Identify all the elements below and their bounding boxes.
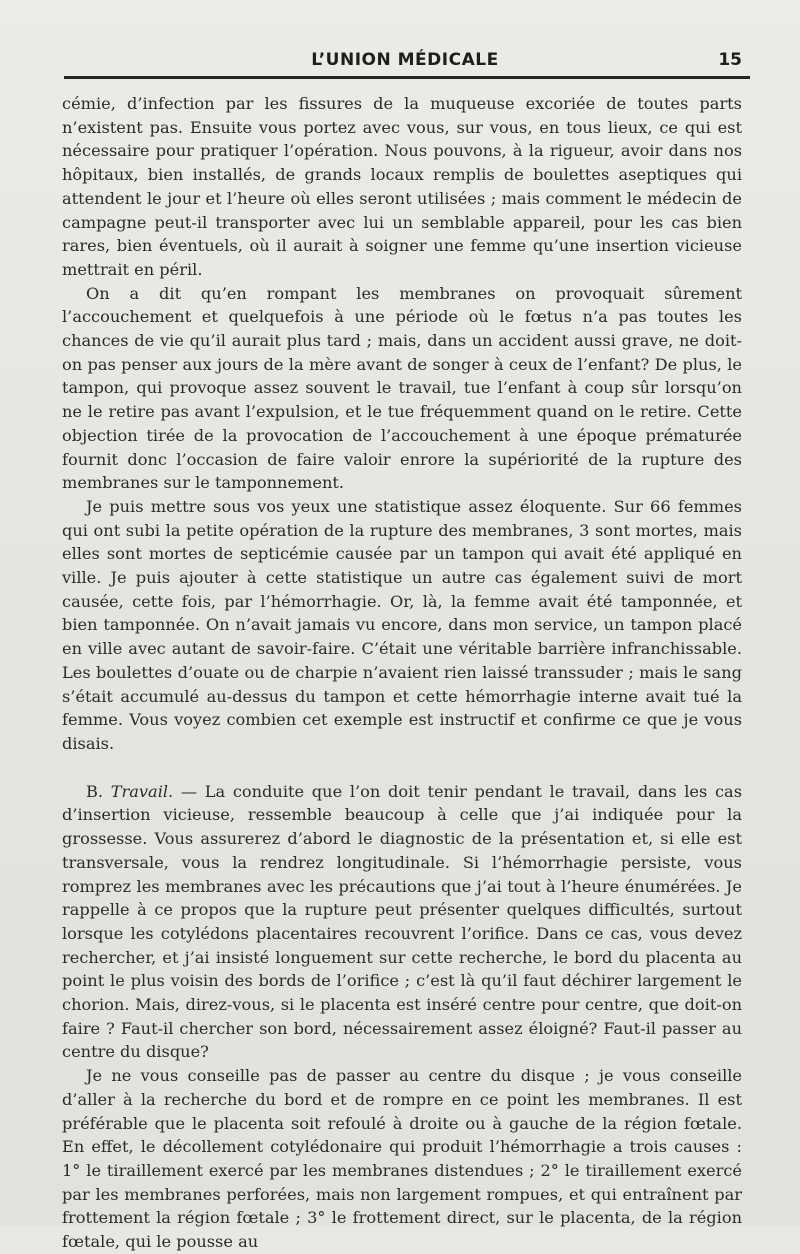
section-b-dash: — <box>173 781 205 801</box>
page-number: 15 <box>718 50 742 70</box>
paragraph-last: Je ne vous conseille pas de passer au centre du disque ; je vous conseille d’aller à la recherche du bord et de rompre en ce point les membranes. Il est préférable que le placenta soit refoulé à droite ou à gauche de la région fœtale. En effet, le décollement cotylédonaire qui produit l’hémorrhagie a trois causes : 1° le tiraillement exercé par les membranes distendues ; 2° le tiraillement exercé par les membranes perforées, mais non largement rompues, et qui entraînent par frottement la région fœtale ; 3° le frottement direct, sur le placenta, de la région fœtale, qui le pousse au <box>62 1066 742 1252</box>
paragraph-1: cémie, d’infection par les fissures de la muqueuse excoriée de toutes parts n’existent pas. Ensuite vous portez avec vous, sur vous, en tous lieux, ce qui est nécessaire pour pratiquer l’opération. Nous pouvons, à la rigueur, avoir dans nos hôpitaux, bien installés, de grands locaux remplis de boulettes aseptiques qui attendent le jour et l’heure où elles seront utilisées ; mais comment le médecin de campagne peut-il transporter avec lui un semblable appareil, pour les cas bien rares, bien éventuels, où il aurait à soigner une femme qu’une insertion vicieuse mettrait en péril. <box>62 94 742 279</box>
section-b-paragraph <box>62 780 742 1064</box>
section-b-prefix: B. <box>86 781 111 801</box>
section-gap <box>62 756 742 780</box>
section-b-text: La conduite que l’on doit tenir pendant le travail, dans les cas d’insertion vicieuse, ressemble beaucoup à celle que j’ai indiquée pour la grossesse. Vous assurerez d’abord le diagnostic de la présentation et, si elle est transversale, vous la rendrez longitudinale. Si l’hémorrhagie persiste, vous romprez les membranes avec les précautions que j’ai tout à l’heure énumérées. Je rappelle à ce propos que la rupture peut présenter quelques difficultés, surtout lorsque les cotylédons placentaires recouvrent l’orifice. Dans ce cas, vous devez rechercher, et j’ai insisté longuement sur cette recherche, le bord du placenta au point le plus voisin des bords de l’orifice ; c’est là qu’il faut déchirer largement le chorion. Mais, direz-vous, si le placenta est inséré centre pour centre, que doit-on faire ? Faut-il chercher son bord, nécessairement assez éloigné? Faut-il passer au centre du disque? <box>62 781 743 1062</box>
body-text <box>62 92 742 1254</box>
page-header <box>60 44 750 84</box>
running-title: L’UNION MÉDICALE <box>311 50 499 70</box>
header-rule <box>64 76 750 79</box>
section-b-title: Travail. <box>110 781 174 801</box>
paragraph-2: On a dit qu’en rompant les membranes on provoquait sûrement l’accouchement et quelquefois à une période où le fœtus n’a pas toutes les chances de vie qu’il aurait plus tard ; mais, dans un accident aussi grave, ne doit-on pas penser aux jours de la mère avant de songer à ceux de l’enfant? De plus, le tampon, qui provoque assez souvent le travail, tue l’enfant à coup sûr lorsqu’on ne le retire pas avant l’expulsion, et le tue fréquemment quand on le retire. Cette objection tirée de la provocation de l’accouchement à une époque prématurée fournit donc l’occasion de faire valoir enrore la supériorité de la rupture des membranes sur le tamponnement. <box>62 283 742 493</box>
paragraph-3: Je puis mettre sous vos yeux une statistique assez éloquente. Sur 66 femmes qui ont subi la petite opération de la rupture des membranes, 3 sont mortes, mais elles sont mortes de septicémie causée par un tampon qui avait été appliqué en ville. Je puis ajouter à cette statistique un autre cas également suivi de mort causée, cette fois, par l’hémorrhagie. Or, là, la femme avait été tamponnée, et bien tamponnée. On n’avait jamais vu encore, dans mon service, un tampon placé en ville avec autant de savoir-faire. C’était une véritable barrière infranchissable. Les boulettes d’ouate ou de charpie n’avaient rien laissé transsuder ; mais le sang s’était accumulé au-dessus du tampon et cette hémorrhagie interne avait tué la femme. Vous voyez combien cet exemple est instructif et confirme ce que je vous disais. <box>62 496 742 753</box>
